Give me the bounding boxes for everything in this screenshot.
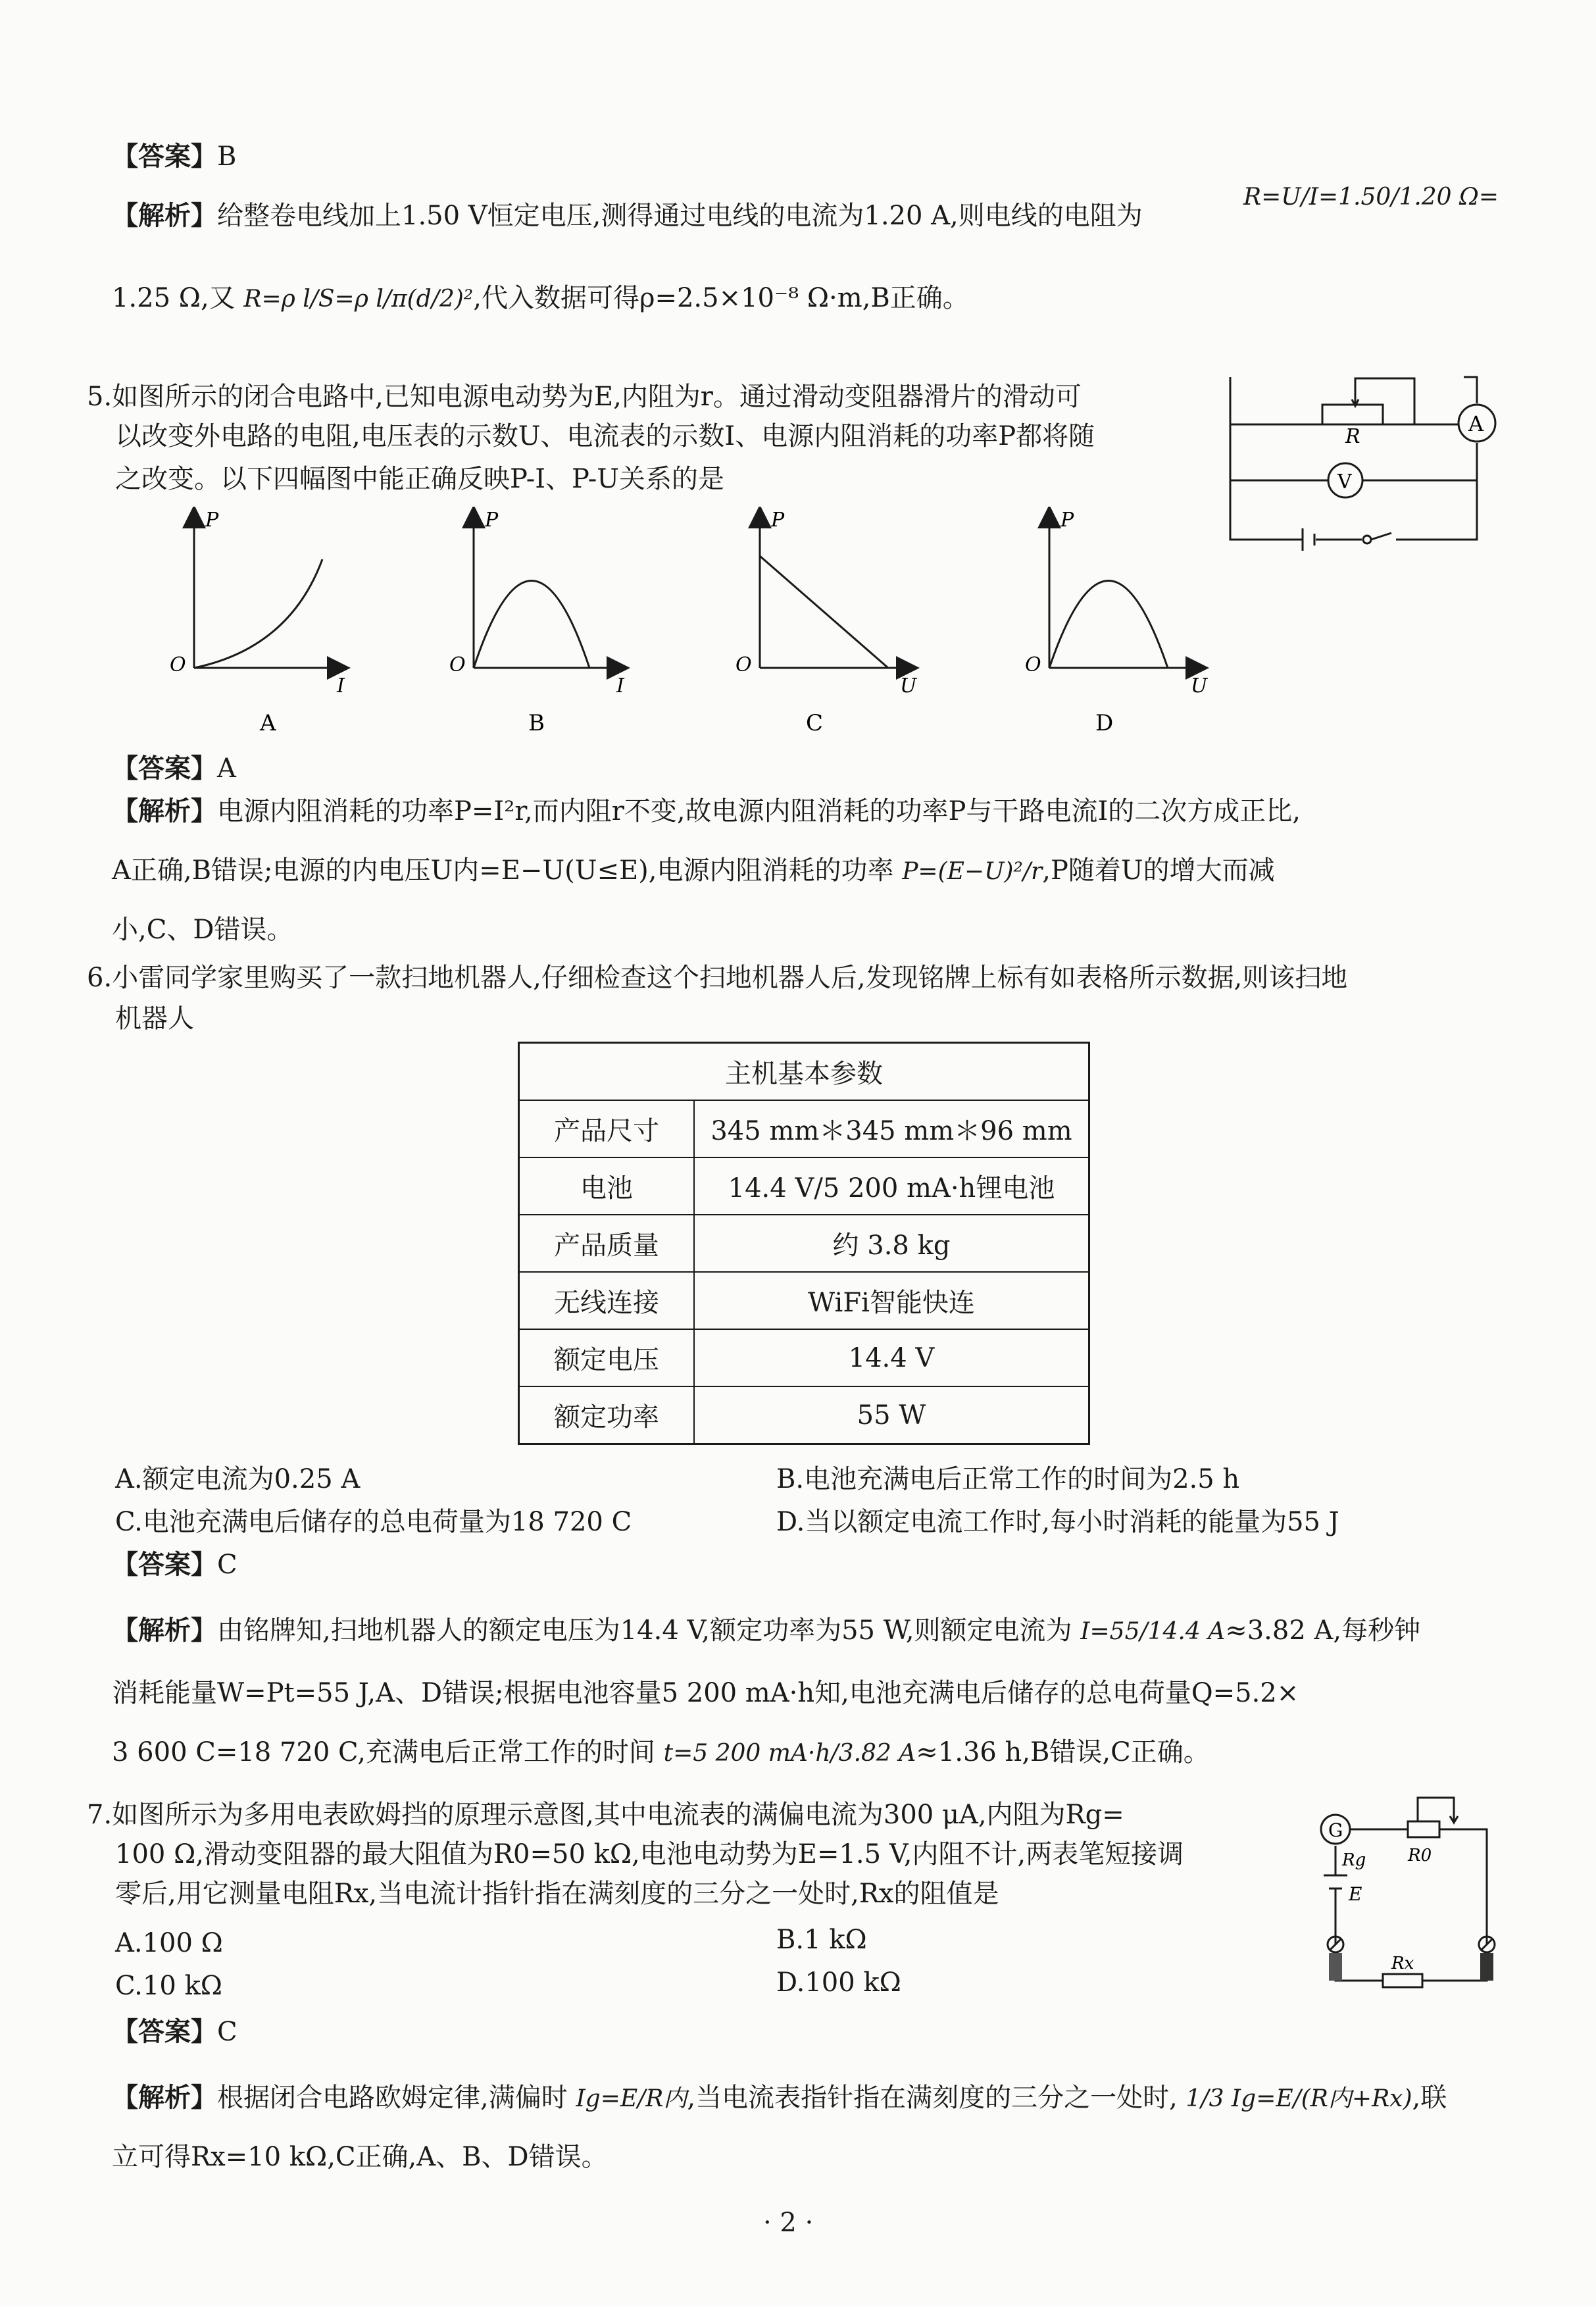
q5-answer-line xyxy=(112,750,236,787)
battery-label: E xyxy=(1349,1883,1362,1905)
q5-formula-p: P=(E−U)²/r xyxy=(902,858,1043,885)
q6-analysis-text3a: 3 600 C=18 720 C,充满电后正常工作的时间 xyxy=(112,1737,655,1767)
graph-c-origin: O xyxy=(736,653,752,676)
q7-formula-third: 1/3 Ig=E/(R内+Rx) xyxy=(1185,2085,1412,2112)
q5-analysis-line3: 小,C、D错误。 xyxy=(112,915,293,945)
q6-answer: C xyxy=(217,1550,237,1580)
table-row xyxy=(519,1386,1089,1444)
q6-analysis-line2: 消耗能量W=Pt=55 J,A、D错误;根据电池容量5 200 mA·h知,电池充满电后储存的总电荷量Q=5.2× xyxy=(112,1678,1299,1708)
q5-answer: A xyxy=(217,753,236,784)
q7-circuit-diagram xyxy=(1309,1783,1507,2000)
table-row xyxy=(519,1215,1089,1272)
q4-analysis-text2a: 1.25 Ω,又 xyxy=(112,283,236,313)
graph-d-origin: O xyxy=(1025,653,1041,676)
table-row xyxy=(519,1329,1089,1386)
graph-a-y-label: P xyxy=(205,509,219,532)
q7-stem-line1: 7.如图所示为多用电表欧姆挡的原理示意图,其中电流表的满偏电流为300 μA,内阻为Rg= xyxy=(87,1800,1124,1830)
table-key: 产品尺寸 xyxy=(519,1100,695,1157)
analysis-tag: 【解析】 xyxy=(112,796,217,826)
probe-right-icon xyxy=(1480,1953,1493,1981)
q4-analysis-line1 xyxy=(112,197,1143,234)
graph-d-caption: D xyxy=(1095,710,1114,736)
q7-answer: C xyxy=(217,2017,237,2047)
table-value: 14.4 V xyxy=(694,1329,1089,1386)
table-value: 14.4 V/5 200 mA·h锂电池 xyxy=(694,1157,1089,1215)
q6-analysis-line1 xyxy=(112,1612,1420,1650)
voltmeter-label: V xyxy=(1337,470,1352,494)
table-key: 产品质量 xyxy=(519,1215,695,1272)
q6-formula-t: t=5 200 mA·h/3.82 A xyxy=(663,1740,916,1767)
graph-a-caption: A xyxy=(260,710,276,736)
q4-analysis-text2b: ,代入数据可得ρ=2.5×10⁻⁸ Ω·m,B正确。 xyxy=(473,283,969,313)
q5-analysis-line2 xyxy=(112,852,1275,890)
q6-stem-line1: 6.小雷同学家里购买了一款扫地机器人,仔细检查这个扫地机器人后,发现铭牌上标有如表格所示数据,则该扫地 xyxy=(87,963,1348,993)
q6-option-b: B.电池充满电后正常工作的时间为2.5 h xyxy=(776,1464,1240,1494)
q7-analysis-text1b: ,当电流表指针指在满刻度的三分之一处时, xyxy=(687,2083,1178,2113)
rg-label: Rg xyxy=(1342,1850,1366,1870)
table-title-row xyxy=(519,1043,1089,1101)
table-value: 345 mm＊345 mm＊96 mm xyxy=(694,1100,1089,1157)
q4-formula-r-text: R=U/I=1.50/1.20 Ω= xyxy=(1243,184,1499,211)
rheostat-label: R xyxy=(1345,425,1360,448)
table-key: 额定电压 xyxy=(519,1329,695,1386)
q6-formula-i: I=55/14.4 A xyxy=(1080,1618,1226,1645)
answer-tag: 【答案】 xyxy=(112,141,217,172)
q5-stem-line1: 5.如图所示的闭合电路中,已知电源电动势为E,内阻为r。通过滑动变阻器滑片的滑动可 xyxy=(87,382,1082,412)
q4-answer: B xyxy=(217,141,237,172)
q7-stem-line2: 100 Ω,滑动变阻器的最大阻值为R0=50 kΩ,电池电动势为E=1.5 V,内阻不计,两表笔短接调 xyxy=(115,1839,1184,1869)
q7-option-a: A.100 Ω xyxy=(115,1928,223,1958)
analysis-tag: 【解析】 xyxy=(112,201,217,231)
probe-left-icon xyxy=(1329,1953,1342,1981)
spec-table xyxy=(518,1042,1090,1445)
q6-analysis-text1b: ≈3.82 A,每秒钟 xyxy=(1225,1615,1421,1646)
graph-b-x-label: I xyxy=(616,674,624,697)
answer-tag: 【答案】 xyxy=(112,1550,217,1580)
q6-answer-line xyxy=(112,1546,237,1583)
q7-option-c: C.10 kΩ xyxy=(115,1971,222,2001)
r0-label: R0 xyxy=(1408,1846,1432,1865)
q4-formula-rho: R=ρ l/S=ρ l/π(d/2)² xyxy=(243,286,474,313)
q7-option-b: B.1 kΩ xyxy=(776,1925,867,1955)
graph-a-curve xyxy=(194,559,322,668)
q4-formula-r xyxy=(1243,178,1499,216)
q4-analysis-line2 xyxy=(112,280,969,318)
q4-analysis-text1: 给整卷电线加上1.50 V恒定电压,测得通过电线的电流为1.20 A,则电线的电阻为 xyxy=(217,201,1143,231)
page-number: · 2 · xyxy=(763,2208,814,2238)
answer-tag: 【答案】 xyxy=(112,2017,217,2047)
q6-option-d: D.当以额定电流工作时,每小时消耗的能量为55 J xyxy=(776,1507,1339,1537)
graph-c-caption: C xyxy=(806,710,824,736)
q7-analysis-line1 xyxy=(112,2079,1447,2117)
table-value: WiFi智能快连 xyxy=(694,1272,1089,1329)
q5-analysis-line1 xyxy=(112,793,1301,830)
q7-analysis-text1c: ,联 xyxy=(1412,2083,1447,2113)
q5-stem-line3: 之改变。以下四幅图中能正确反映P-I、P-U关系的是 xyxy=(115,464,724,494)
graph-a-origin: O xyxy=(170,653,186,676)
table-title: 主机基本参数 xyxy=(519,1043,1089,1101)
table-row xyxy=(519,1157,1089,1215)
table-value: 约 3.8 kg xyxy=(694,1215,1089,1272)
analysis-tag: 【解析】 xyxy=(112,2083,217,2113)
q6-option-c: C.电池充满电后储存的总电荷量为18 720 C xyxy=(115,1507,632,1537)
graph-c-x-label: U xyxy=(900,674,917,697)
q4-answer-line xyxy=(112,138,236,175)
q7-stem-line3: 零后,用它测量电阻Rx,当电流计指针指在满刻度的三分之一处时,Rx的阻值是 xyxy=(115,1879,999,1909)
q6-analysis-text3b: ≈1.36 h,B错误,C正确。 xyxy=(916,1737,1210,1767)
graph-b-origin: O xyxy=(449,653,466,676)
rx-label: Rx xyxy=(1391,1954,1414,1973)
table-value: 55 W xyxy=(694,1386,1089,1444)
q5-analysis-text2a: A正确,B错误;电源的内电压U内=E−U(U≤E),电源内阻消耗的功率 xyxy=(112,855,894,886)
graph-d-curve xyxy=(1049,581,1168,669)
table-row xyxy=(519,1272,1089,1329)
q7-formula-ig: Ig=E/R内 xyxy=(576,2085,687,2112)
q7-option-d: D.100 kΩ xyxy=(776,1967,901,1998)
answer-tag: 【答案】 xyxy=(112,753,217,784)
q5-analysis-text1: 电源内阻消耗的功率P=I²r,而内阻r不变,故电源内阻消耗的功率P与干路电流I的二次方成正比, xyxy=(217,796,1301,826)
q7-analysis-text1a: 根据闭合电路欧姆定律,满偏时 xyxy=(217,2083,568,2113)
analysis-tag: 【解析】 xyxy=(112,1615,217,1646)
q6-option-a: A.额定电流为0.25 A xyxy=(115,1464,361,1494)
q7-answer-line xyxy=(112,2014,237,2050)
table-key: 额定功率 xyxy=(519,1386,695,1444)
graph-a-x-label: I xyxy=(337,674,345,697)
graph-c-y-label: P xyxy=(771,509,785,532)
q5-analysis-text2b: ,P随着U的增大而减 xyxy=(1042,855,1275,886)
q6-analysis-text1a: 由铭牌知,扫地机器人的额定电压为14.4 V,额定功率为55 W,则额定电流为 xyxy=(217,1615,1072,1646)
q7-analysis-line2: 立可得Rx=10 kΩ,C正确,A、B、D错误。 xyxy=(112,2142,608,2172)
q6-stem-line2: 机器人 xyxy=(115,1003,194,1034)
graph-d-x-label: U xyxy=(1191,674,1208,697)
graph-b-caption: B xyxy=(528,710,545,736)
graph-d-y-label: P xyxy=(1060,509,1074,532)
q5-stem-line2: 以改变外电路的电阻,电压表的示数U、电流表的示数I、电源内阻消耗的功率P都将随 xyxy=(115,421,1095,451)
graph-c-line xyxy=(760,556,888,668)
table-row xyxy=(519,1100,1089,1157)
q6-analysis-line3 xyxy=(112,1734,1210,1772)
q5-graphs xyxy=(158,507,1276,744)
graph-b-y-label: P xyxy=(485,509,499,532)
table-key: 无线连接 xyxy=(519,1272,695,1329)
galvanometer-label: G xyxy=(1328,1819,1343,1841)
ammeter-label: A xyxy=(1468,411,1484,436)
graph-b-curve xyxy=(474,581,589,669)
table-key: 电池 xyxy=(519,1157,695,1215)
